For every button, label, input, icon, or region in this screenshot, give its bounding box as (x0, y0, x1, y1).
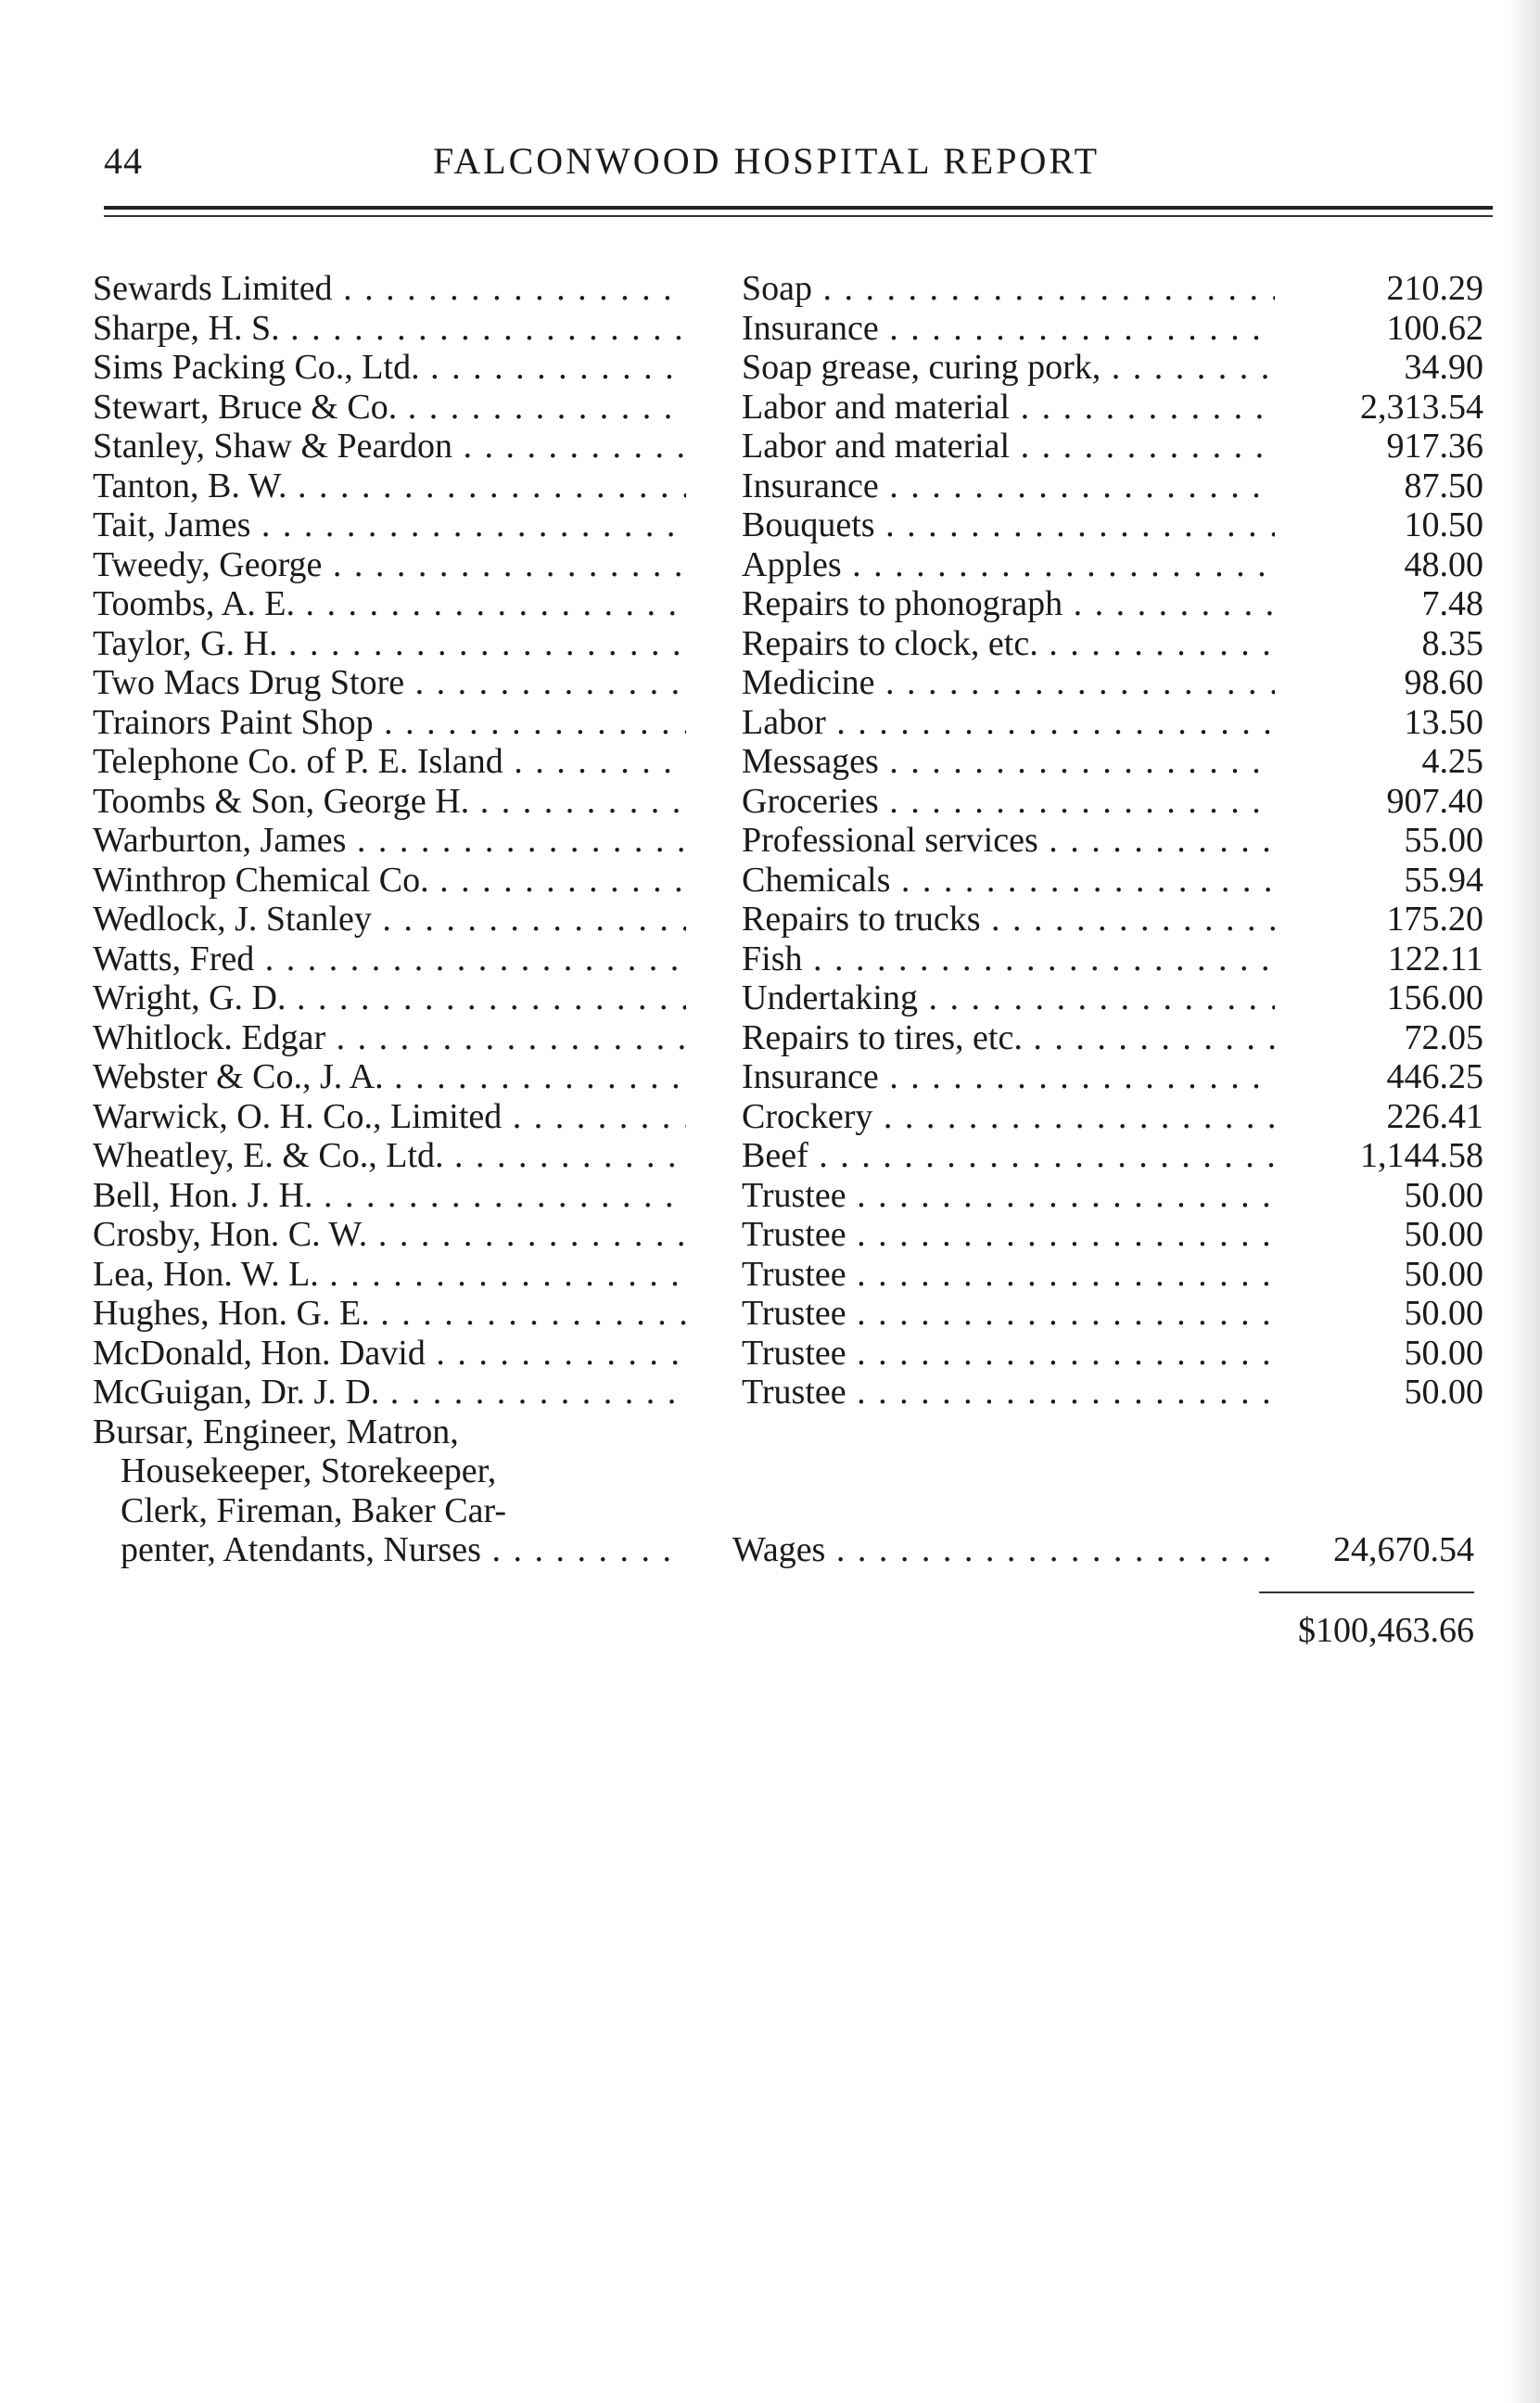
payee-name: McDonald, Hon. David (93, 1333, 426, 1373)
amount-cell: 10.50 (1404, 505, 1483, 544)
payee-name: Sims Packing Co., Ltd. (93, 348, 420, 387)
expenditure-ledger (93, 269, 1493, 1570)
amount-cell: 50.00 (1404, 1215, 1483, 1254)
payee-cell (93, 663, 686, 703)
purpose-cell (742, 1215, 1275, 1255)
purpose-text: Messages (742, 742, 879, 781)
purpose-cell (742, 742, 1275, 782)
amount-cell: 917.36 (1386, 427, 1483, 466)
amount-cell: 4.25 (1421, 742, 1483, 781)
ledger-rows (93, 269, 1493, 1412)
ledger-row (93, 505, 1493, 545)
payee-cell (93, 703, 686, 743)
ledger-row (93, 269, 1493, 309)
purpose-text: Chemicals (742, 860, 891, 900)
payee-name: Wedlock, J. Stanley (93, 900, 372, 939)
payee-cell (93, 624, 686, 664)
purpose-cell (742, 505, 1275, 545)
grand-total: $100,463.66 (1298, 1611, 1474, 1650)
wages-entry (93, 1412, 1493, 1570)
ledger-row (93, 782, 1493, 822)
payee-name: Winthrop Chemical Co. (93, 860, 429, 900)
payee-name: Tait, James (93, 505, 251, 544)
purpose-cell (742, 388, 1275, 428)
amount-cell: 50.00 (1404, 1373, 1483, 1412)
payee-name: Warwick, O. H. Co., Limited (93, 1096, 503, 1136)
ledger-row (93, 1294, 1493, 1334)
purpose-cell (742, 624, 1275, 664)
wages-purpose (732, 1530, 1275, 1570)
payee-cell (93, 467, 686, 506)
purpose-text: Labor and material (742, 387, 1011, 427)
purpose-cell (742, 1057, 1275, 1097)
purpose-cell (742, 1136, 1275, 1176)
payee-cell (93, 505, 686, 545)
amount-cell: 226.41 (1386, 1096, 1483, 1136)
purpose-cell (742, 1334, 1275, 1374)
payee-name: Hughes, Hon. G. E. (93, 1294, 370, 1333)
payee-cell (93, 1294, 686, 1334)
amount-cell: 8.35 (1421, 623, 1483, 663)
purpose-text: Professional services (742, 821, 1038, 860)
purpose-cell (742, 348, 1275, 388)
ledger-row (93, 348, 1493, 388)
amount-cell: 175.20 (1386, 900, 1483, 939)
ledger-row (93, 545, 1493, 585)
ledger-row (93, 1057, 1493, 1097)
payee-name: Wheatley, E. & Co., Ltd. (93, 1136, 444, 1175)
purpose-cell (742, 269, 1275, 309)
payee-cell (93, 1176, 686, 1216)
purpose-text: Labor (742, 702, 826, 742)
ledger-row (93, 584, 1493, 624)
ledger-row (93, 900, 1493, 939)
purpose-text: Crockery (742, 1096, 873, 1136)
payee-cell (93, 1255, 686, 1295)
amount-cell: 13.50 (1404, 702, 1483, 742)
ledger-row (93, 1136, 1493, 1176)
payee-cell (93, 821, 686, 861)
purpose-text: Trustee (742, 1215, 846, 1254)
purpose-text: Trustee (742, 1294, 846, 1333)
payee-name: Toombs & Son, George H. (93, 781, 470, 821)
wages-payee (93, 1412, 686, 1570)
purpose-cell (742, 1373, 1275, 1412)
purpose-cell (742, 939, 1275, 979)
amount-cell: 2,313.54 (1360, 387, 1483, 427)
purpose-cell (742, 427, 1275, 467)
ledger-row (93, 1255, 1493, 1295)
ledger-row (93, 703, 1493, 743)
page-edge-shadow (1508, 0, 1540, 2403)
payee-name: Stewart, Bruce & Co. (93, 387, 398, 427)
purpose-text: Groceries (742, 781, 879, 821)
purpose-cell (742, 1097, 1275, 1137)
payee-name: Tanton, B. W. (93, 466, 287, 505)
amount-cell: 48.00 (1404, 544, 1483, 584)
purpose-cell (742, 1294, 1275, 1334)
amount-cell: 122.11 (1387, 939, 1483, 978)
page-title: FALCONWOOD HOSPITAL REPORT (433, 140, 1101, 182)
amount-cell: 907.40 (1386, 781, 1483, 821)
purpose-text: Fish (742, 939, 803, 978)
payee-name: Two Macs Drug Store (93, 663, 405, 702)
purpose-text: Trustee (742, 1373, 846, 1412)
page-header (104, 139, 1489, 195)
payee-cell (93, 1136, 686, 1176)
amount-cell: 50.00 (1404, 1175, 1483, 1215)
amount-cell: 72.05 (1404, 1017, 1483, 1057)
purpose-text: Repairs to clock, etc. (742, 623, 1038, 663)
purpose-text: Soap (742, 269, 812, 308)
wages-payee-line-text: penter, Atendants, Nurses (121, 1530, 481, 1569)
amount-cell: 210.29 (1386, 269, 1483, 308)
ledger-row (93, 309, 1493, 349)
ledger-row (93, 939, 1493, 979)
payee-name: Tweedy, George (93, 544, 323, 584)
ledger-row (93, 1334, 1493, 1374)
purpose-text: Repairs to trucks (742, 900, 981, 939)
payee-cell (93, 388, 686, 428)
wages-payee-line: Clerk, Fireman, Baker Car- (121, 1490, 507, 1530)
header-rule-thick (104, 206, 1493, 210)
amount-cell: 34.90 (1404, 348, 1483, 387)
purpose-cell (742, 545, 1275, 585)
purpose-text: Insurance (742, 466, 879, 505)
ledger-row (93, 1373, 1493, 1412)
wages-payee-line: Bursar, Engineer, Matron, (93, 1412, 459, 1451)
payee-cell (93, 742, 686, 782)
ledger-row (93, 624, 1493, 664)
purpose-cell (742, 663, 1275, 703)
payee-name: Bell, Hon. J. H. (93, 1175, 313, 1215)
ledger-row (93, 821, 1493, 861)
payee-cell (93, 782, 686, 822)
payee-name: Wright, G. D. (93, 978, 286, 1017)
wages-payee-line (93, 1530, 686, 1570)
purpose-cell (742, 1018, 1275, 1058)
payee-cell (93, 1373, 686, 1412)
payee-name: Sewards Limited (93, 269, 333, 308)
page-number: 44 (104, 140, 143, 182)
payee-cell (93, 584, 686, 624)
wages-purpose-text: Wages (732, 1529, 826, 1569)
payee-cell (93, 309, 686, 349)
amount-cell: 50.00 (1404, 1294, 1483, 1333)
amount-cell: 50.00 (1404, 1254, 1483, 1294)
purpose-cell (742, 821, 1275, 861)
ledger-row (93, 1097, 1493, 1137)
ledger-row (93, 388, 1493, 428)
purpose-text: Undertaking (742, 978, 918, 1017)
payee-name: Lea, Hon. W. L. (93, 1254, 319, 1294)
payee-cell (93, 939, 686, 979)
amount-cell: 446.25 (1386, 1057, 1483, 1096)
purpose-cell (742, 584, 1275, 624)
payee-name: Whitlock. Edgar (93, 1017, 326, 1057)
purpose-text: Trustee (742, 1333, 846, 1373)
ledger-row (93, 467, 1493, 506)
payee-name: Crosby, Hon. C. W. (93, 1215, 368, 1254)
amount-cell: 50.00 (1404, 1333, 1483, 1373)
purpose-cell (742, 309, 1275, 349)
purpose-cell (742, 467, 1275, 506)
payee-cell (93, 545, 686, 585)
amount-cell: 87.50 (1404, 466, 1483, 505)
purpose-text: Trustee (742, 1175, 846, 1215)
amount-cell: 156.00 (1386, 978, 1483, 1017)
amount-cell: 98.60 (1404, 663, 1483, 702)
purpose-text: Soap grease, curing pork, (742, 348, 1101, 387)
payee-cell (93, 1097, 686, 1137)
purpose-text: Repairs to phonograph (742, 584, 1063, 623)
payee-name: Webster & Co., J. A. (93, 1057, 384, 1096)
purpose-cell (742, 782, 1275, 822)
amount-cell: 7.48 (1421, 584, 1483, 623)
payee-name: Warburton, James (93, 821, 347, 860)
ledger-row (93, 742, 1493, 782)
purpose-text: Insurance (742, 1057, 879, 1096)
amount-cell: 55.00 (1404, 821, 1483, 860)
purpose-text: Labor and material (742, 427, 1011, 466)
purpose-text: Repairs to tires, etc. (742, 1017, 1023, 1057)
payee-cell (93, 427, 686, 467)
payee-name: McGuigan, Dr. J. D. (93, 1373, 380, 1412)
purpose-text: Insurance (742, 308, 879, 348)
purpose-text: Trustee (742, 1254, 846, 1294)
purpose-text: Beef (742, 1136, 808, 1175)
ledger-row (93, 1018, 1493, 1058)
payee-cell (93, 269, 686, 309)
header-rule-thin (104, 215, 1493, 217)
purpose-cell (742, 978, 1275, 1018)
ledger-row (93, 663, 1493, 703)
amount-cell: 100.62 (1386, 308, 1483, 348)
payee-cell (93, 861, 686, 901)
payee-name: Telephone Co. of P. E. Island (93, 742, 503, 781)
payee-cell (93, 1057, 686, 1097)
amount-cell: 55.94 (1404, 860, 1483, 900)
purpose-cell (742, 703, 1275, 743)
payee-cell (93, 1334, 686, 1374)
payee-name: Watts, Fred (93, 939, 255, 978)
payee-name: Toombs, A. E. (93, 584, 295, 623)
payee-cell (93, 1018, 686, 1058)
ledger-row (93, 1176, 1493, 1216)
purpose-cell (742, 1176, 1275, 1216)
ledger-row (93, 861, 1493, 901)
total-rule (1259, 1591, 1474, 1593)
purpose-text: Apples (742, 544, 842, 584)
ledger-row (93, 427, 1493, 467)
payee-cell (93, 900, 686, 939)
payee-name: Stanley, Shaw & Peardon (93, 427, 453, 466)
wages-payee-line: Housekeeper, Storekeeper, (121, 1451, 497, 1490)
payee-cell (93, 348, 686, 388)
purpose-text: Bouquets (742, 505, 875, 544)
payee-name: Taylor, G. H. (93, 623, 278, 663)
ledger-row (93, 1215, 1493, 1255)
payee-cell (93, 978, 686, 1018)
purpose-cell (742, 900, 1275, 939)
purpose-cell (742, 861, 1275, 901)
wages-amount: 24,670.54 (1333, 1529, 1474, 1569)
ledger-row (93, 978, 1493, 1018)
purpose-text: Medicine (742, 663, 875, 702)
amount-cell: 1,144.58 (1360, 1136, 1483, 1175)
payee-name: Trainors Paint Shop (93, 702, 374, 742)
payee-name: Sharpe, H. S. (93, 308, 280, 348)
purpose-cell (742, 1255, 1275, 1295)
payee-cell (93, 1215, 686, 1255)
